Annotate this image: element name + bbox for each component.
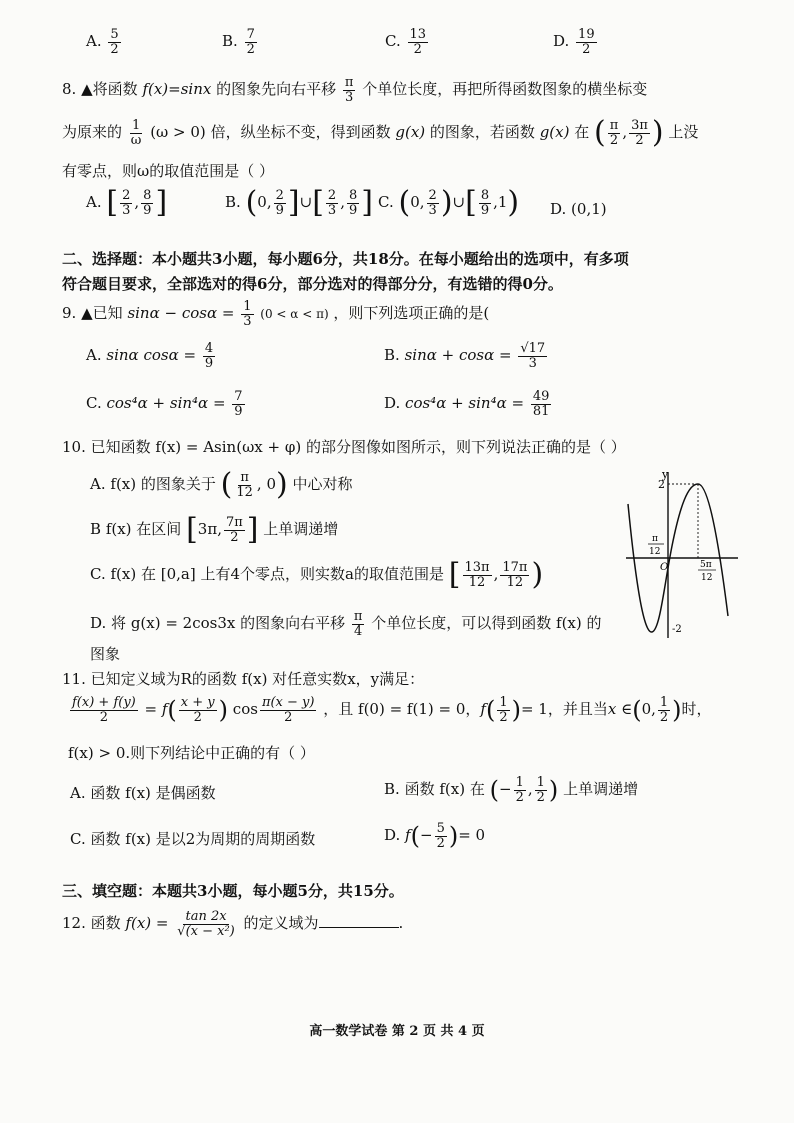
q8-line2: 为原来的 $\frac{1}{\omega}$ (ω > 0) 倍，纵坐标不变，得到函数 g(x) 的图象，若函数 g(x) 在 ( $\frac{\pi}{2}$ , $\frac{3\pi}{2}$ ) 上没 — [62, 115, 699, 150]
q8-option-a: A. [ $\frac{2}{3}$ , $\frac{8}{9}$ ] — [86, 185, 168, 220]
section2-header-line2: 符合题目要求，全部选对的得6分，部分选对的得部分分，有选错的得0分。 — [62, 275, 563, 293]
q9-stem: 9. ▲已知 sinα − cosα = $\frac{1}{3}$ (0 < α < π) ，则下列选项正确的是( — [62, 299, 490, 329]
q10-option-d-cont: 图象 — [90, 645, 121, 663]
triangle-marker-icon: ▲ — [81, 80, 93, 99]
section2-header-line1: 二、选择题：本小题共3小题，每小题6分，共18分。在每小题给出的选项中，有多项 — [62, 250, 629, 268]
q10-option-d: D. 将 g(x) = 2cos3x 的图象向右平移 $\frac{\pi}{4}$ 个单位长度，可以得到函数 f(x) 的 — [90, 609, 602, 639]
q7-option-d: D. $\frac{19}{2}$ — [553, 27, 595, 57]
right-zero-num: 5π — [700, 560, 712, 570]
section3-header: 三、填空题：本题共3小题，每小题5分，共15分。 — [62, 882, 404, 900]
q10-function-graph — [622, 466, 742, 642]
q12-answer-blank[interactable] — [319, 913, 399, 928]
q8-line3: 有零点，则ω的取值范围是（ ） — [62, 162, 275, 180]
q11-option-a: A. 函数 f(x) 是偶函数 — [70, 784, 216, 802]
left-zero-num: π — [652, 534, 658, 544]
q11-option-b: B. 函数 f(x) 在 (− $\frac{1}{2}$ , $\frac{1}{2}$ ) 上单调递增 — [384, 775, 639, 805]
ymin-label: -2 — [672, 624, 682, 635]
q8-option-d: D. (0,1) — [550, 200, 607, 218]
q10-option-a: A. f(x) 的图象关于 ( $\frac{\pi}{12}$ , 0) 中心对称 — [90, 467, 353, 502]
q7-option-b: B. $\frac{7}{2}$ — [222, 27, 255, 57]
q7-option-a: A. $\frac{5}{2}$ — [86, 27, 119, 57]
q8-line1: 8. ▲将函数 f(x)=sinx 的图象先向右平移 $\frac{\pi}{3}$ 个单位长度，再把所得函数图象的横坐标变 — [62, 75, 648, 105]
q10-option-c: C. f(x) 在 [0,a] 上有4个零点，则实数a的取值范围是 [ $\frac{13\pi}{12}$ , $\frac{17\pi}{12}$ ) — [90, 557, 544, 592]
q11-stem: 11. 已知定义域为R的函数 f(x) 对任意实数x，y满足： — [62, 670, 425, 688]
q11-line3: f(x) > 0.则下列结论中正确的有（ ） — [68, 744, 315, 762]
page-footer: 高一数学试卷 第 2 页 共 4 页 — [309, 1024, 485, 1039]
q9-option-c: C. cos⁴α + sin⁴α = $\frac{7}{9}$ — [86, 389, 243, 419]
q11-equation: $\frac{f(x) + f(y)}{2}$ = f( $\frac{x + y}{2}$ ) cos $\frac{\pi(x - y)}{2}$ ，且 f(0) = f(1) = 0，f( $\frac{1}{2}$ )= 1，并且当x ∈(0, $\frac{1}{2}$ )时， — [72, 695, 712, 725]
q9-option-b: B. sinα + cosα = $\frac{√17}{3}$ — [384, 341, 546, 371]
ymax-label: 2 — [658, 478, 665, 491]
right-zero-den: 12 — [701, 573, 713, 583]
q8-option-c: C. (0, $\frac{2}{3}$ )∪[ $\frac{8}{9}$ ,1) — [378, 185, 520, 220]
q9-option-a: A. sinα cosα = $\frac{4}{9}$ — [86, 341, 214, 371]
q11-option-c: C. 函数 f(x) 是以2为周期的周期函数 — [70, 830, 316, 848]
origin-label: O — [660, 562, 669, 573]
q10-stem: 10. 已知函数 f(x) = Asin(ωx + φ) 的部分图像如图所示，则下列说法正确的是（ ） — [62, 438, 626, 456]
q8-option-b: B. (0, $\frac{2}{9}$ ]∪[ $\frac{2}{3}$ , $\frac{8}{9}$ ] — [225, 185, 373, 220]
y-axis-label: y — [662, 468, 669, 481]
q10-option-b: B f(x) 在区间 [3π, $\frac{7\pi}{2}$ ] 上单调递增 — [90, 512, 339, 547]
left-zero-den: 12 — [649, 547, 661, 557]
triangle-marker-icon: ▲ — [81, 304, 93, 323]
q11-option-d: D. f(− $\frac{5}{2}$ )= 0 — [384, 821, 486, 851]
q7-option-c: C. $\frac{13}{2}$ — [385, 27, 427, 57]
q9-option-d: D. cos⁴α + sin⁴α = $\frac{49}{81}$ — [384, 389, 550, 419]
q12-stem: 12. 函数 f(x) = $\frac{\tan 2x}{\text{√(x − x²)}}$ 的定义域为 . — [62, 909, 404, 939]
